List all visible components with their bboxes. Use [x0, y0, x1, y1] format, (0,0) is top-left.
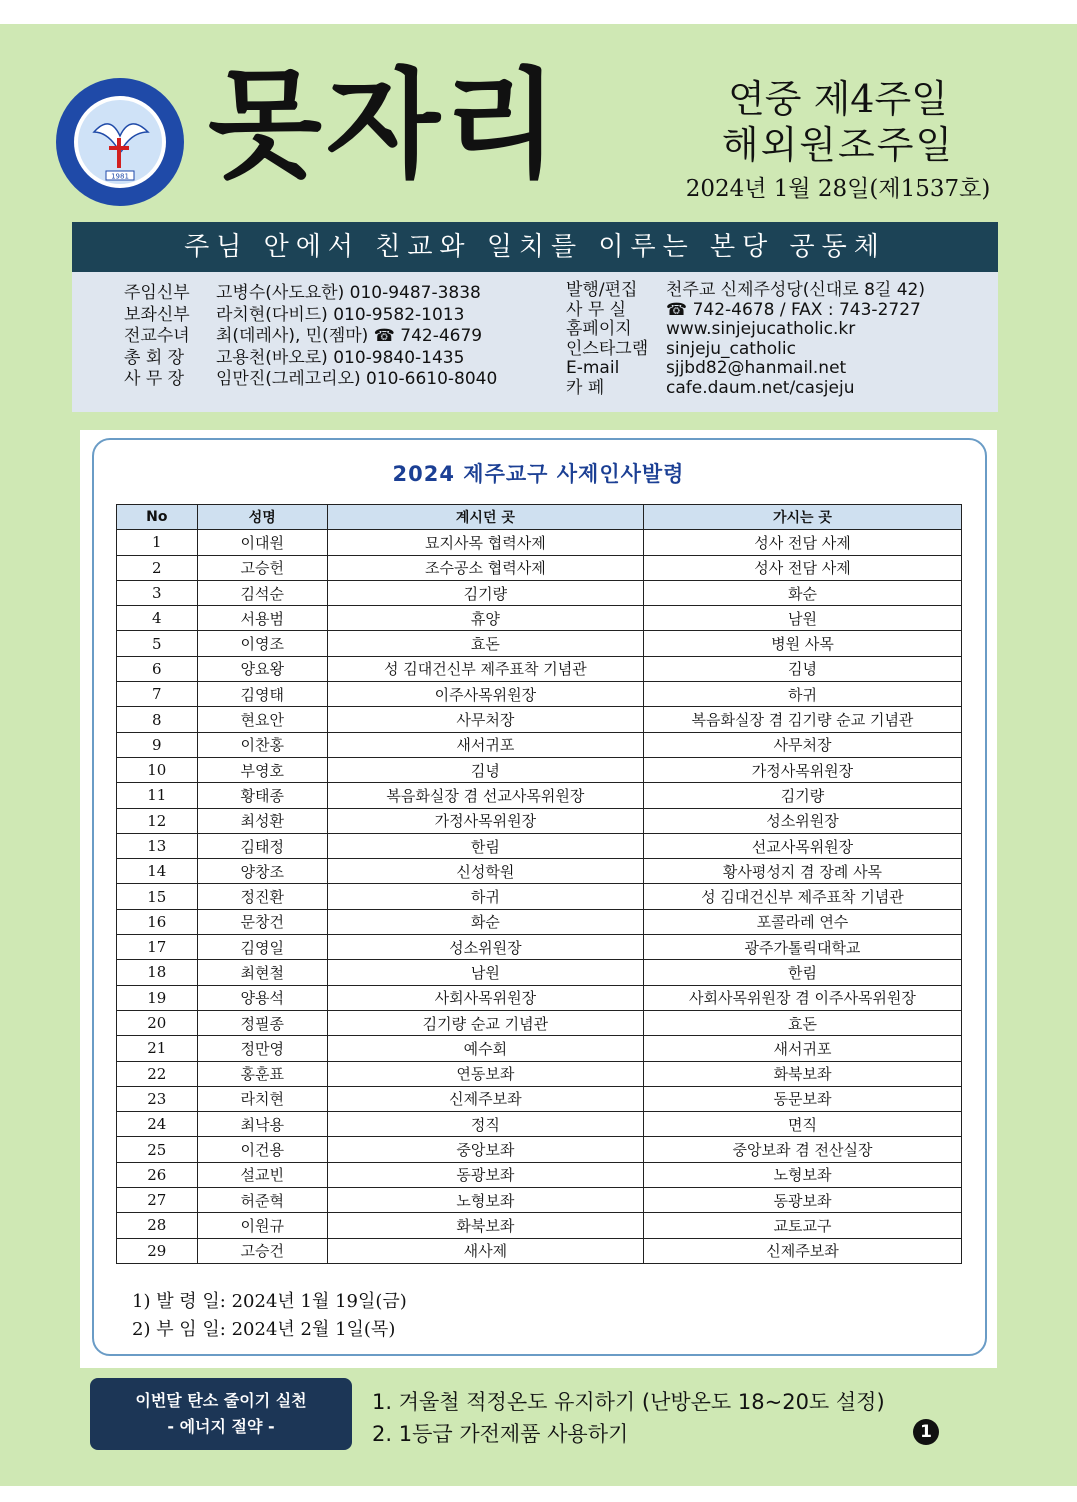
table-cell: 화순 — [643, 580, 961, 605]
table-cell: 성소위원장 — [643, 808, 961, 833]
table-row — [117, 530, 962, 555]
table-cell: 화북보좌 — [327, 1213, 643, 1238]
table-cell: 허준혁 — [197, 1188, 327, 1213]
table-cell: 양용석 — [197, 985, 327, 1010]
observance-title: 해외원조주일 — [721, 123, 955, 167]
table-cell: 예수회 — [327, 1036, 643, 1061]
table-cell: 8 — [117, 707, 198, 732]
table-cell: 노형보좌 — [327, 1188, 643, 1213]
table-cell: 25 — [117, 1137, 198, 1162]
table-cell: 동문보좌 — [643, 1086, 961, 1111]
table-cell: 11 — [117, 783, 198, 808]
table-cell: 묘지사목 협력사제 — [327, 530, 643, 555]
table-row — [117, 1112, 962, 1137]
table-row — [117, 631, 962, 656]
contact-row: 보좌신부 라치현(다비드) 010-9582-1013 — [124, 304, 465, 325]
table-row — [117, 909, 962, 934]
tip-item: 1. 겨울철 적정온도 유지하기 (난방온도 18~20도 설정) — [372, 1390, 885, 1414]
table-row — [117, 1010, 962, 1035]
table-cell: 성사 전담 사제 — [643, 555, 961, 580]
table-cell: 고승건 — [197, 1238, 327, 1263]
contact-row: 사 무 실 ☎ 742-4678 / FAX : 743-2727 — [566, 299, 921, 320]
table-cell: 광주가톨릭대학교 — [643, 935, 961, 960]
assignment-date: 2) 부 임 일: 2024년 2월 1일(목) — [132, 1319, 396, 1340]
table-cell: 정진환 — [197, 884, 327, 909]
table-cell: 김태정 — [197, 833, 327, 858]
table-cell: 황사평성지 겸 장례 사목 — [643, 859, 961, 884]
logo-year: 1981 — [111, 172, 129, 181]
table-cell: 김기량 — [327, 580, 643, 605]
table-cell: 김기량 순교 기념관 — [327, 1010, 643, 1035]
table-row — [117, 859, 962, 884]
table-cell: 2 — [117, 555, 198, 580]
table-cell: 사회사목위원장 겸 이주사목위원장 — [643, 985, 961, 1010]
table-cell: 새서귀포 — [643, 1036, 961, 1061]
table-cell: 한림 — [327, 833, 643, 858]
table-cell: 4 — [117, 606, 198, 631]
parish-info-box — [72, 272, 998, 412]
table-cell: 한림 — [643, 960, 961, 985]
appointments-title: 2024 제주교구 사제인사발령 — [392, 462, 685, 486]
table-cell: 이원규 — [197, 1213, 327, 1238]
contact-row: 총 회 장 고용천(바오로) 010-9840-1435 — [124, 347, 465, 368]
table-row — [117, 1238, 962, 1263]
table-cell: 17 — [117, 935, 198, 960]
table-cell: 홍훈표 — [197, 1061, 327, 1086]
table-cell: 사무처장 — [327, 707, 643, 732]
table-cell: 고승헌 — [197, 555, 327, 580]
table-cell: 남원 — [327, 960, 643, 985]
table-cell: 6 — [117, 656, 198, 681]
table-cell: 새서귀포 — [327, 732, 643, 757]
table-cell: 김영태 — [197, 682, 327, 707]
table-cell: 신제주보좌 — [643, 1238, 961, 1263]
table-row — [117, 985, 962, 1010]
table-row — [117, 682, 962, 707]
table-cell: 황태종 — [197, 783, 327, 808]
table-cell: 19 — [117, 985, 198, 1010]
table-cell: 3 — [117, 580, 198, 605]
table-row — [117, 808, 962, 833]
table-cell: 중앙보좌 겸 전산실장 — [643, 1137, 961, 1162]
table-cell: 성사 전담 사제 — [643, 530, 961, 555]
table-cell: 10 — [117, 757, 198, 782]
page-number: 1 — [913, 1419, 939, 1445]
table-cell: 12 — [117, 808, 198, 833]
table-cell: 정필종 — [197, 1010, 327, 1035]
contact-row: 전교수녀 최(데레사), 민(젬마) ☎ 742-4679 — [124, 326, 483, 346]
church-logo-icon — [54, 76, 186, 208]
table-cell: 가정사목위원장 — [327, 808, 643, 833]
table-cell: 이영조 — [197, 631, 327, 656]
contact-row: E-mail sjjbd82@hanmail.net — [566, 358, 847, 379]
carbon-reduction-badge — [90, 1378, 352, 1450]
table-cell: 27 — [117, 1188, 198, 1213]
table-cell: 신성학원 — [327, 859, 643, 884]
table-row — [117, 580, 962, 605]
parish-contacts — [566, 281, 925, 399]
column-header: 가시는 곳 — [643, 505, 961, 530]
table-cell: 이건용 — [197, 1137, 327, 1162]
table-row — [117, 732, 962, 757]
table-cell: 가정사목위원장 — [643, 757, 961, 782]
table-cell: 면직 — [643, 1112, 961, 1137]
table-cell: 5 — [117, 631, 198, 656]
table-cell: 선교사목위원장 — [643, 833, 961, 858]
table-cell: 15 — [117, 884, 198, 909]
contact-row: 발행/편집 천주교 신제주성당(신대로 8길 42) — [566, 280, 925, 300]
column-header: 성명 — [197, 505, 327, 530]
table-row — [117, 656, 962, 681]
table-cell: 정만영 — [197, 1036, 327, 1061]
table-row — [117, 1188, 962, 1213]
table-cell: 이대원 — [197, 530, 327, 555]
table-cell: 문창건 — [197, 909, 327, 934]
table-cell: 28 — [117, 1213, 198, 1238]
table-cell: 9 — [117, 732, 198, 757]
badge-line: 이번달 탄소 줄이기 실천 — [135, 1391, 307, 1410]
table-cell: 휴양 — [327, 606, 643, 631]
table-header-row — [117, 505, 962, 530]
appointments-table — [116, 504, 962, 1264]
table-cell: 사무처장 — [643, 732, 961, 757]
table-cell: 사회사목위원장 — [327, 985, 643, 1010]
table-row — [117, 1137, 962, 1162]
table-row — [117, 1036, 962, 1061]
issue-date: 2024년 1월 28일(제1537호) — [685, 176, 991, 202]
table-cell: 김녕 — [643, 656, 961, 681]
table-cell: 새사제 — [327, 1238, 643, 1263]
column-header: 계시던 곳 — [327, 505, 643, 530]
table-cell: 설교빈 — [197, 1162, 327, 1187]
table-row — [117, 783, 962, 808]
masthead-title: 못자리 — [208, 55, 562, 194]
table-cell: 성 김대건신부 제주표착 기념관 — [643, 884, 961, 909]
table-cell: 남원 — [643, 606, 961, 631]
table-row — [117, 960, 962, 985]
table-cell: 현요안 — [197, 707, 327, 732]
table-cell: 김기량 — [643, 783, 961, 808]
table-row — [117, 1213, 962, 1238]
table-cell: 하귀 — [327, 884, 643, 909]
table-cell: 효돈 — [643, 1010, 961, 1035]
appointment-dates — [132, 1288, 407, 1344]
table-cell: 라치현 — [197, 1086, 327, 1111]
table-cell: 교토교구 — [643, 1213, 961, 1238]
table-cell: 최성환 — [197, 808, 327, 833]
table-cell: 20 — [117, 1010, 198, 1035]
badge-line: - 에너지 절약 - — [167, 1417, 275, 1436]
table-cell: 연동보좌 — [327, 1061, 643, 1086]
table-row — [117, 555, 962, 580]
contact-row: 인스타그램 sinjeju_catholic — [566, 338, 796, 359]
table-row — [117, 1162, 962, 1187]
table-cell: 이찬홍 — [197, 732, 327, 757]
announcement-date: 1) 발 령 일: 2024년 1월 19일(금) — [132, 1291, 407, 1312]
table-cell: 부영호 — [197, 757, 327, 782]
table-row — [117, 757, 962, 782]
table-cell: 화북보좌 — [643, 1061, 961, 1086]
table-cell: 병원 사목 — [643, 631, 961, 656]
table-cell: 김녕 — [327, 757, 643, 782]
table-row — [117, 1086, 962, 1111]
table-cell: 정직 — [327, 1112, 643, 1137]
table-cell: 최현철 — [197, 960, 327, 985]
table-cell: 16 — [117, 909, 198, 934]
table-cell: 하귀 — [643, 682, 961, 707]
table-cell: 복음화실장 겸 김기량 순교 기념관 — [643, 707, 961, 732]
table-cell: 14 — [117, 859, 198, 884]
contact-row: 카 페 cafe.daum.net/casjeju — [566, 377, 855, 398]
contact-row: 사 무 장 임만진(그레고리오) 010-6610-8040 — [124, 369, 498, 389]
table-cell: 24 — [117, 1112, 198, 1137]
table-cell: 동광보좌 — [327, 1162, 643, 1187]
table-cell: 노형보좌 — [643, 1162, 961, 1187]
table-cell: 김석순 — [197, 580, 327, 605]
table-cell: 13 — [117, 833, 198, 858]
table-row — [117, 833, 962, 858]
column-header: No — [117, 505, 198, 530]
table-cell: 29 — [117, 1238, 198, 1263]
table-row — [117, 935, 962, 960]
table-cell: 화순 — [327, 909, 643, 934]
appointments-section — [80, 430, 997, 1368]
table-cell: 23 — [117, 1086, 198, 1111]
energy-tips — [372, 1386, 885, 1450]
table-cell: 21 — [117, 1036, 198, 1061]
contact-row: 주임신부 고병수(사도요한) 010-9487-3838 — [124, 283, 481, 303]
table-cell: 효돈 — [327, 631, 643, 656]
table-cell: 동광보좌 — [643, 1188, 961, 1213]
table-row — [117, 707, 962, 732]
table-cell: 신제주보좌 — [327, 1086, 643, 1111]
table-row — [117, 606, 962, 631]
table-row — [117, 1061, 962, 1086]
issue-info — [673, 76, 1003, 206]
tip-item: 2. 1등급 가전제품 사용하기 — [372, 1422, 629, 1446]
table-cell: 22 — [117, 1061, 198, 1086]
table-cell: 서용범 — [197, 606, 327, 631]
table-cell: 7 — [117, 682, 198, 707]
table-cell: 양창조 — [197, 859, 327, 884]
table-cell: 포콜라레 연수 — [643, 909, 961, 934]
table-cell: 성 김대건신부 제주표착 기념관 — [327, 656, 643, 681]
table-cell: 조수공소 협력사제 — [327, 555, 643, 580]
contact-row: 홈페이지 www.sinjejucatholic.kr — [566, 319, 856, 340]
clergy-contacts — [124, 283, 497, 391]
table-cell: 26 — [117, 1162, 198, 1187]
table-cell: 18 — [117, 960, 198, 985]
table-row — [117, 884, 962, 909]
table-cell: 김영일 — [197, 935, 327, 960]
motto-banner: 주님 안에서 친교와 일치를 이루는 본당 공동체 — [72, 222, 998, 272]
table-cell: 중앙보좌 — [327, 1137, 643, 1162]
table-cell: 성소위원장 — [327, 935, 643, 960]
table-cell: 복음화실장 겸 선교사목위원장 — [327, 783, 643, 808]
table-cell: 최낙용 — [197, 1112, 327, 1137]
liturgical-week: 연중 제4주일 — [728, 77, 948, 121]
table-cell: 1 — [117, 530, 198, 555]
table-cell: 이주사목위원장 — [327, 682, 643, 707]
table-cell: 양요왕 — [197, 656, 327, 681]
